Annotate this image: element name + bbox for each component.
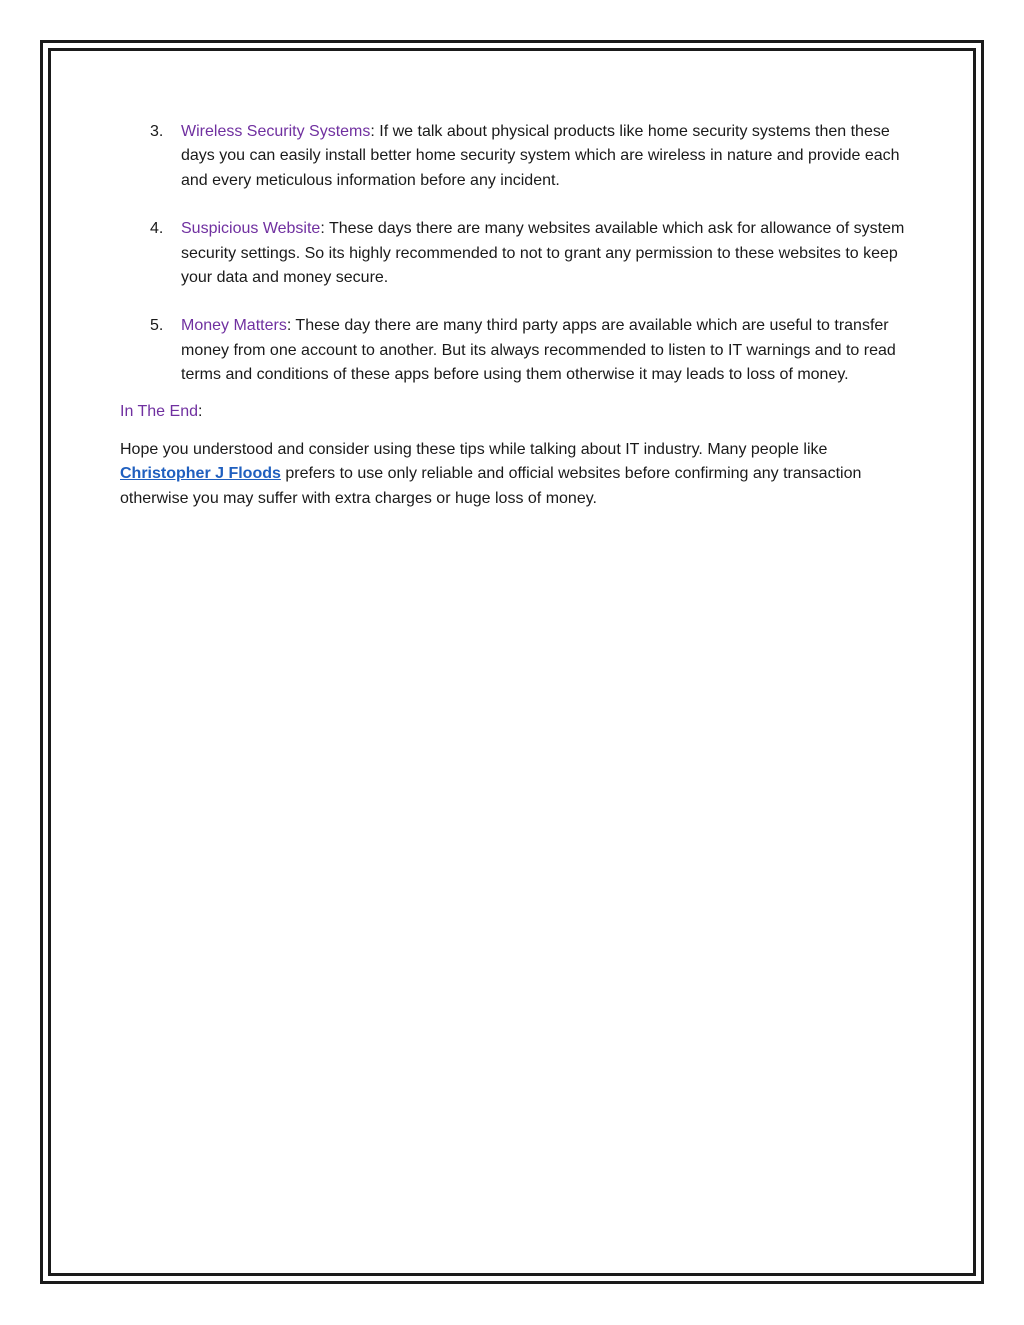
conclusion-text-after: prefers to use only reliable and official websites before confirming any transaction otherwise you may suffer with extra charges or huge loss of money.: [120, 465, 862, 507]
list-item-separator: :: [286, 317, 292, 335]
list-item-text: These days there are many websites available which ask for allowance of system security settings. So its highly recommended to not to grant any permission to these websites to keep your data and money secure.: [181, 220, 905, 287]
conclusion-heading-text: In The End: [120, 402, 198, 420]
list-item-term: Money Matters: [181, 317, 287, 335]
list-item-number: 3.: [150, 123, 164, 140]
list-item-number: 5.: [150, 317, 164, 335]
list-item-term: Wireless Security Systems: [181, 123, 371, 140]
document-body: [120, 120, 910, 511]
tips-list: [120, 120, 910, 388]
list-item: [120, 314, 910, 387]
list-item-separator: :: [370, 123, 375, 140]
list-item-separator: :: [320, 220, 325, 238]
conclusion-text-before: Hope you understood and consider using these tips while talking about IT industry. Many people like: [120, 441, 828, 459]
conclusion-heading-separator: :: [197, 402, 203, 420]
conclusion-heading: [120, 400, 910, 424]
conclusion-paragraph: [120, 438, 910, 511]
christopher-j-floods-link[interactable]: Christopher J Floods: [120, 465, 281, 483]
list-item-number: 4.: [150, 220, 164, 238]
list-item-text: If we talk about physical products like home security systems then these days you can easily install better home security system which are wireless in nature and provide each and every meticulous information before any incident.: [181, 123, 900, 189]
list-item-text: These day there are many third party apps are available which are useful to transfer money from one account to another. But its always recommended to listen to IT warnings and to read terms and conditions of these apps before using them otherwise it may leads to loss of money.: [181, 317, 896, 384]
list-item: [120, 217, 910, 290]
list-item-term: Suspicious Website: [181, 220, 321, 238]
list-item: [120, 120, 910, 193]
